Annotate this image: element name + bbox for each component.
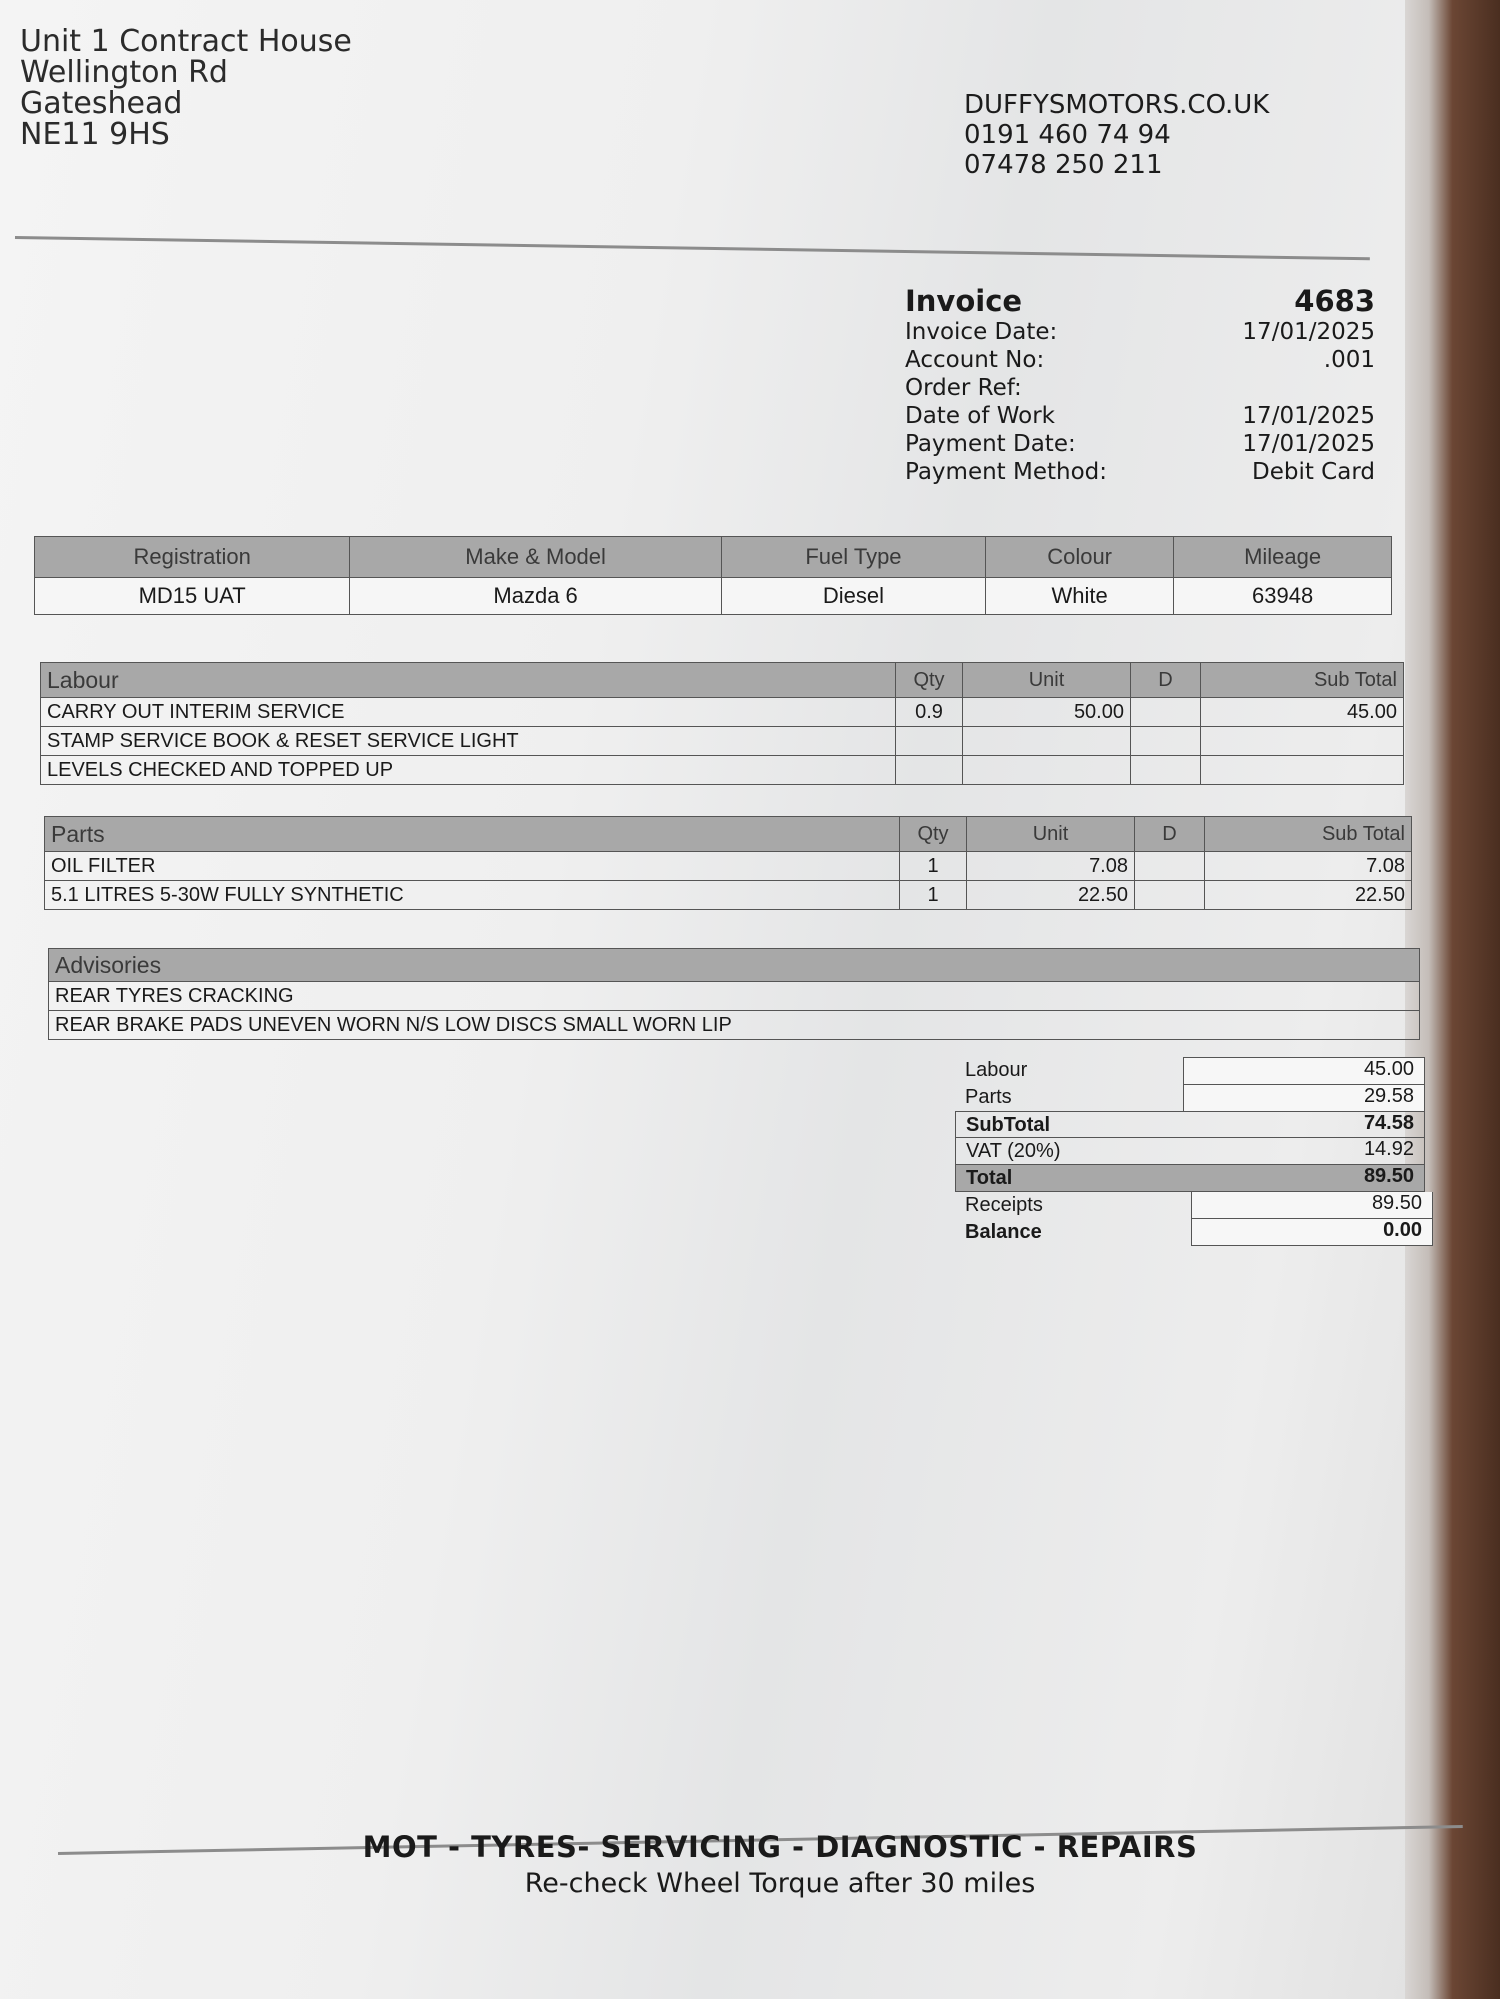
discount-header: D <box>1131 663 1201 698</box>
advisories-header: Advisories <box>49 949 1420 982</box>
vehicle-table <box>34 536 1392 615</box>
parts-header-row <box>45 817 1412 852</box>
address-line: Gateshead <box>20 86 183 121</box>
totals-row-labour <box>955 1057 1425 1084</box>
address-line: Wellington Rd <box>20 55 228 90</box>
table-row <box>45 852 1412 881</box>
field-value: Debit Card <box>1252 459 1375 485</box>
vehicle-header-row <box>35 537 1392 578</box>
item-qty: 0.9 <box>896 698 963 727</box>
table-row <box>49 1011 1420 1040</box>
item-unit <box>963 756 1131 785</box>
address-line: NE11 9HS <box>20 117 170 152</box>
table-row <box>49 982 1420 1011</box>
fuel-type-value: Diesel <box>721 578 985 615</box>
field-label: Order Ref: <box>905 375 1022 401</box>
field-value: 17/01/2025 <box>1242 319 1375 345</box>
item-qty <box>896 756 963 785</box>
col-header: Fuel Type <box>721 537 985 578</box>
item-description: OIL FILTER <box>45 852 900 881</box>
item-subtotal: 45.00 <box>1201 698 1404 727</box>
totals-value-box <box>1183 1084 1425 1112</box>
col-header: Colour <box>986 537 1174 578</box>
item-unit <box>963 727 1131 756</box>
torque-note: Re-check Wheel Torque after 30 miles <box>524 1868 1036 1899</box>
totals-value-box <box>1191 1219 1433 1246</box>
parts-table <box>44 816 1412 910</box>
invoice-field <box>905 402 1375 430</box>
subtotal-header: Sub Total <box>1201 663 1404 698</box>
totals-value-box <box>1183 1057 1425 1085</box>
item-subtotal: 7.08 <box>1205 852 1412 881</box>
item-subtotal: 22.50 <box>1205 881 1412 910</box>
totals-value: 29.58 <box>1363 1085 1414 1107</box>
services-text: MOT - TYRES- SERVICING - DIAGNOSTIC - REPAIRS <box>362 1830 1198 1864</box>
totals-label: Labour <box>965 1059 1028 1081</box>
qty-header: Qty <box>900 817 967 852</box>
invoice-number: 4683 <box>1294 284 1375 318</box>
table-row <box>45 881 1412 910</box>
totals-label: Parts <box>965 1086 1012 1108</box>
discount-header: D <box>1135 817 1205 852</box>
registration-value: MD15 UAT <box>35 578 350 615</box>
advisories-table <box>48 948 1420 1040</box>
business-contact <box>964 90 1269 180</box>
totals-value-box <box>1191 1192 1433 1219</box>
field-label: Invoice Date: <box>905 319 1058 345</box>
mileage-value: 63948 <box>1174 578 1392 615</box>
item-discount <box>1131 698 1201 727</box>
totals-row-subtotal <box>955 1111 1425 1138</box>
totals-row-total <box>955 1165 1425 1192</box>
item-subtotal <box>1201 727 1404 756</box>
totals-label: VAT (20%) <box>966 1140 1061 1162</box>
field-label: Payment Date: <box>905 431 1076 457</box>
item-description: STAMP SERVICE BOOK & RESET SERVICE LIGHT <box>41 727 896 756</box>
col-header: Make & Model <box>350 537 722 578</box>
totals-label: Receipts <box>965 1194 1043 1216</box>
item-discount <box>1135 852 1205 881</box>
field-value: 17/01/2025 <box>1242 403 1375 429</box>
unit-header: Unit <box>967 817 1135 852</box>
invoice-field <box>905 374 1375 402</box>
phone-number: 07478 250 211 <box>964 150 1163 180</box>
phone-number: 0191 460 74 94 <box>964 120 1171 150</box>
labour-section-header: Labour <box>41 663 896 698</box>
field-label: Date of Work <box>905 403 1056 429</box>
invoice-footer <box>360 1830 1200 1899</box>
totals-block <box>955 1057 1433 1246</box>
advisory-item: REAR BRAKE PADS UNEVEN WORN N/S LOW DISCS SMALL WORN LIP <box>49 1011 1420 1040</box>
parts-section-header: Parts <box>45 817 900 852</box>
website-text: DUFFYSMOTORS.CO.UK <box>964 90 1270 120</box>
totals-label: SubTotal <box>966 1114 1051 1136</box>
subtotal-header: Sub Total <box>1205 817 1412 852</box>
field-label: Payment Method: <box>905 459 1108 485</box>
item-unit: 22.50 <box>967 881 1135 910</box>
item-qty <box>896 727 963 756</box>
col-header: Mileage <box>1174 537 1392 578</box>
make-model-value: Mazda 6 <box>350 578 722 615</box>
invoice-field <box>905 346 1375 374</box>
totals-value: 0.00 <box>1383 1219 1422 1241</box>
labour-table <box>40 662 1404 785</box>
item-subtotal <box>1201 756 1404 785</box>
item-qty: 1 <box>900 881 967 910</box>
totals-value: 45.00 <box>1363 1058 1414 1080</box>
item-discount <box>1131 756 1201 785</box>
advisory-item: REAR TYRES CRACKING <box>49 982 1420 1011</box>
table-row <box>41 727 1404 756</box>
field-value: 17/01/2025 <box>1242 431 1375 457</box>
item-description: 5.1 LITRES 5-30W FULLY SYNTHETIC <box>45 881 900 910</box>
field-label: Account No: <box>905 347 1045 373</box>
invoice-field <box>905 318 1375 346</box>
table-row <box>41 756 1404 785</box>
invoice-heading <box>905 284 1375 318</box>
item-description: CARRY OUT INTERIM SERVICE <box>41 698 896 727</box>
advisories-header-row <box>49 949 1420 982</box>
unit-header: Unit <box>963 663 1131 698</box>
totals-row-vat <box>955 1138 1425 1165</box>
field-value: .001 <box>1323 347 1375 373</box>
totals-value: 14.92 <box>1363 1138 1414 1160</box>
col-header: Registration <box>35 537 350 578</box>
vehicle-value-row <box>35 578 1392 615</box>
totals-row-parts <box>955 1084 1425 1111</box>
labour-header-row <box>41 663 1404 698</box>
table-row <box>41 698 1404 727</box>
invoice-title: Invoice <box>905 284 1023 318</box>
totals-row-receipts <box>955 1192 1433 1219</box>
item-discount <box>1135 881 1205 910</box>
colour-value: White <box>986 578 1174 615</box>
totals-value: 89.50 <box>1371 1192 1422 1214</box>
qty-header: Qty <box>896 663 963 698</box>
totals-value: 89.50 <box>1363 1165 1414 1187</box>
item-unit: 7.08 <box>967 852 1135 881</box>
invoice-field <box>905 430 1375 458</box>
item-unit: 50.00 <box>963 698 1131 727</box>
invoice-details <box>905 284 1375 486</box>
item-description: LEVELS CHECKED AND TOPPED UP <box>41 756 896 785</box>
item-qty: 1 <box>900 852 967 881</box>
invoice-field <box>905 458 1375 486</box>
totals-label: Total <box>966 1167 1013 1189</box>
totals-value: 74.58 <box>1363 1112 1414 1134</box>
totals-row-balance <box>955 1219 1433 1246</box>
address-line: Unit 1 Contract House <box>20 24 352 59</box>
item-discount <box>1131 727 1201 756</box>
totals-label: Balance <box>965 1221 1042 1243</box>
business-address <box>20 26 352 150</box>
